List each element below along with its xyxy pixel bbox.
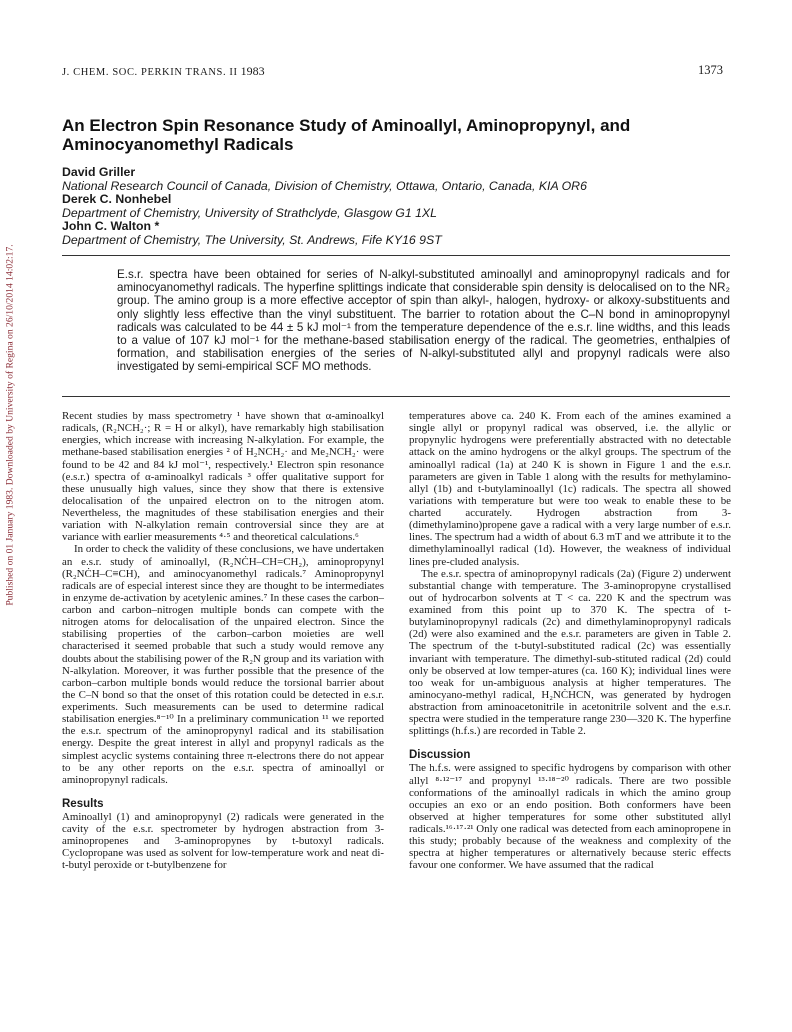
body-paragraph: The e.s.r. spectra of aminopropynyl radicals (2a) (Figure 2) underwent substantial change with temperature. The 3-aminopropyne crystallised out of hydrocarbon solvents at T < ca. 220 K and the spectrum was examined from this point up to 370 K. The spectra of t-butylaminopropynyl radicals (2c) and dimethylaminopropynyl radicals (2d) were also examined and the e.s.r. parameters are given in Table 2. The spectrum of the t-butyl-substituted radical (2c) was essentially invariant with temperature. The dimethyl-sub-stituted radical (2d) could only be observed at low temper-atures (ca. 160 K); individual lines were too weak for un-ambiguous analysis at higher temperatures. The aminocyano-methyl radical, H₂NĊHCN, was generated by hydrogen abstraction from aminoacetonitrile in acetonitrile solvent and the e.s.r. spectra were studied in the temperature range 230—320 K. The hyperfine splittings (h.f.s.) are recorded in Table 2. bbox=[409, 567, 731, 738]
author-name: Derek C. Nonhebel bbox=[62, 192, 172, 207]
body-paragraph: Recent studies by mass spectrometry ¹ have shown that α-aminoalkyl radicals, (R₂NCH₂·; R = H or alkyl), have remarkably high stabilisation energies, which increase with increasing N-alkylation. For example, the methane-based stabilisation energies ² of H₂NCH₂· and Me₂NCH₂· were found to be 42 and 84 kJ mol⁻¹, respectively.¹ Electron spin resonance (e.s.r.) spectra of α-aminoalkyl radicals ³ offer qualitative support for these unusually high values, since they show that there is extensive delocalisation of the unpaired electron on to the nitrogen atom. Nevertheless, the magnitudes of these stabilisation energies and their variation with N-alkylation remain controversial since they are at variance with earlier measurements ⁴·⁵ and theoretical calculations.⁶ bbox=[62, 410, 384, 544]
author-affiliation: National Research Council of Canada, Division of Chemistry, Ottawa, Ontario, Canada, KIA OR6 bbox=[62, 178, 587, 193]
divider-top bbox=[62, 255, 730, 256]
page-number: 1373 bbox=[698, 63, 723, 77]
section-heading: Discussion bbox=[409, 749, 471, 762]
left-column bbox=[62, 410, 384, 872]
download-watermark: Published on 01 January 1983. Downloaded by University of Regina on 26/10/2014 14:02:17. bbox=[4, 244, 16, 606]
body-paragraph: The h.f.s. were assigned to specific hydrogens by comparison with other allyl ⁸·¹²⁻¹⁷ and propynyl ¹³·¹⁸⁻²⁰ radicals. There are two possible conformations of the aminoallyl radicals in which the amino group occupies an exo or an endo position. Both conformers have been observed at higher temperatures for some other substituted allyl radicals.¹⁶·¹⁷·²¹ Only one radical was detected from each aminopropene in this study; probably because of the weakness and complexity of the spectra at higher temperatures or alternatively because steric effects favour one conformer. We have assumed that the radical bbox=[409, 762, 731, 872]
body-paragraph: Aminoallyl (1) and aminopropynyl (2) radicals were generated in the cavity of the e.s.r. spectrometer by hydrogen abstraction from 3-aminopropenes and 3-aminopropynes by t-butoxyl radicals. Cyclopropane was used as solvent for low-temperature work and neat di-t-butyl peroxide or t-butylbenzene for bbox=[62, 810, 384, 872]
author-affiliation: Department of Chemistry, The University, St. Andrews, Fife KY16 9ST bbox=[62, 232, 442, 247]
author-name: David Griller bbox=[62, 165, 136, 179]
article-title: An Electron Spin Resonance Study of Aminoallyl, Aminopropynyl, and Aminocyanomethyl Radicals bbox=[62, 116, 631, 154]
body-paragraph: In order to check the validity of these conclusions, we have undertaken an e.s.r. study of aminoallyl, (R₂NĊH–CH=CH₂), aminopropynyl (R₂NĊH–C≡CH), and aminocyanomethyl radicals.⁷ Aminopropynyl radicals are of especial interest since they are thought to be intermediates in enzyme de-activation by acetylenic amines.⁷ In these cases the carbon–carbon and carbon–nitrogen multiple bonds can compete with the nitrogen atoms for delocalisation of the unpaired electron. Since the stabilising properties of the carbon–carbon moieties are well characterised it seemed probable that such a study would remove any doubts about the stabilising power of the R₂N group and its variation with N-alkylation. Moreover, it was further possible that the presence of the carbon–carbon multiple bonds would reduce the torsional barrier about the C–N bond so that the onset of this rotation could be detected in e.s.r. experiments. Such measurements can be used to determine radical stabilisation energies.⁸⁻¹⁰ In a preliminary communication ¹¹ we reported the e.s.r. spectrum of the aminopropynyl radical and its stabilisation energy. Despite the great interest in allyl and propynyl radicals as the simplest acyclic systems containing three π-electrons there do not appear to be any other reports on the e.s.r. spectra of aminoallyl or aminopropynyl radicals. bbox=[62, 543, 385, 786]
journal-name: J. CHEM. SOC. PERKIN TRANS. II bbox=[62, 67, 238, 78]
body-paragraph: temperatures above ca. 240 K. From each of the amines examined a single allyl or propynyl radical was observed, i.e. the allylic or propynylic hydrogens were preferentially abstracted with no detectable attack on the amino hydrogens or the alkyl groups. The spectrum of the aminoallyl radical (1a) at 240 K is shown in Figure 1 and the e.s.r. parameters are given in Table 1 along with the results for methylamino-allyl (1b) and t-butylaminoallyl (1c) radicals. The spectra all showed variations with temperature but were too weak to enable these to be charted accurately. Hydrogen abstraction from 3-(dimethylamino)propene gave a radical with a very large number of e.s.r. lines. The spectrum had a width of about 6.3 mT and we attribute it to the dimethylaminoallyl radical (1d). However, the weakness of individual lines pre-cluded analysis. bbox=[409, 410, 731, 568]
journal-year: 1983 bbox=[240, 64, 265, 78]
abstract: E.s.r. spectra have been obtained for series of N-alkyl-substituted aminoallyl and aminopropynyl radicals and for aminocyanomethyl radicals. The hyperfine splittings indicate that considerable spin density is delocalised on to the NR₂ group. The amino group is a more effective acceptor of spin than alkyl-, halogen, hydroxy- or alkoxy-substituents and only slightly less effective than the vinyl substituent. The barrier to rotation about the C–N bond in aminopropynyl radicals was calculated to be 44 ± 5 kJ mol⁻¹ from the temperature dependence of the e.s.r. line widths, and this leads to a value of 107 kJ mol⁻¹ for the methane-based stabilisation energy of the radical. The geometries, enthalpies of formation, and stabilisation energies of the series of N-alkyl-substituted allyl and propynyl radicals were also investigated by semi-empirical SCF MO methods. bbox=[117, 268, 730, 374]
author-affiliation: Department of Chemistry, University of Strathclyde, Glasgow G1 1XL bbox=[62, 205, 437, 220]
author-block bbox=[62, 166, 742, 248]
author-name: John C. Walton * bbox=[62, 219, 160, 234]
right-column bbox=[409, 410, 731, 872]
divider-bottom bbox=[62, 396, 730, 397]
journal-header bbox=[62, 64, 265, 79]
section-heading: Results bbox=[62, 797, 104, 810]
